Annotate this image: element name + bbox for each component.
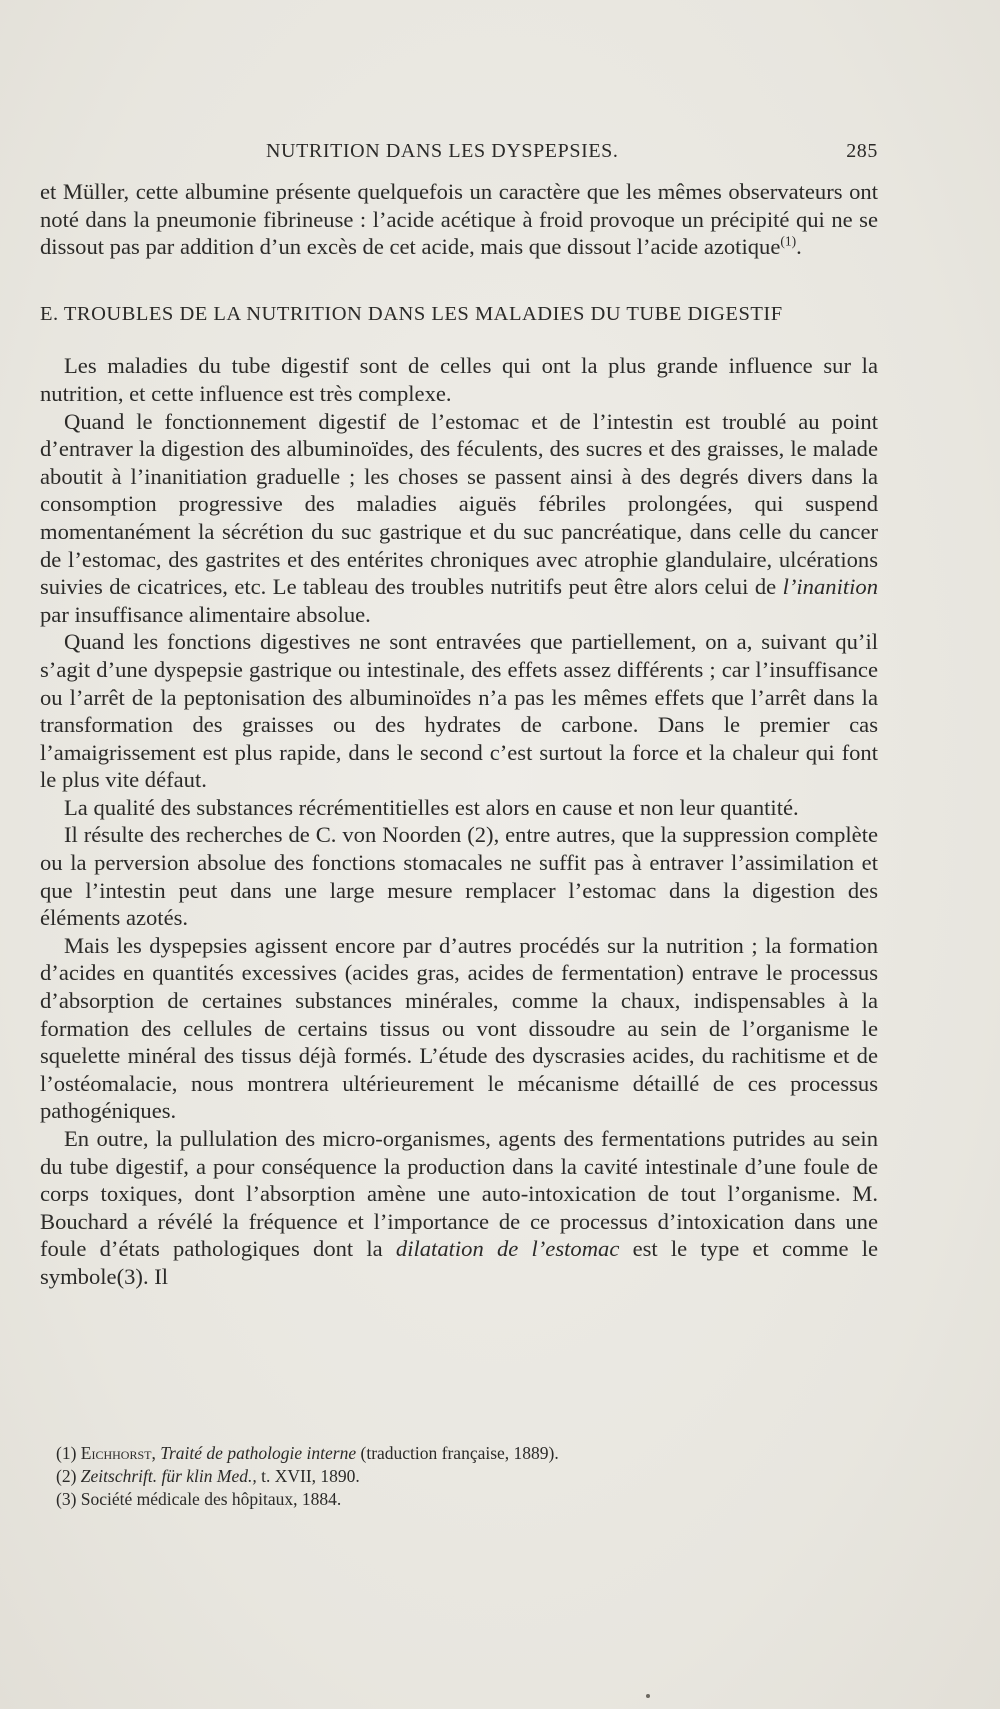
- paragraph-text: , entre autres, que la suppression complète ou la perversion absolue des fonctions stomacales ne suffit pas à entraver l’assimilation et que l’intestin peut dans une large mesure remplacer l’estomac dans la digestion des éléments azotés.: [40, 822, 878, 931]
- paragraph: Les maladies du tube digestif sont de celles qui ont la plus grande influence sur la nutrition, et cette influence est très complexe.: [40, 353, 878, 406]
- emphasis-text: dilatation de l’estomac: [395, 1236, 620, 1262]
- running-title: NUTRITION DANS LES DYSPEPSIES.: [266, 140, 619, 162]
- footnote-author: Eichhorst,: [80, 1443, 156, 1463]
- footnote-text: (traduction française, 1889).: [356, 1443, 559, 1463]
- footnote-mark: (3): [56, 1489, 77, 1509]
- footnote-title: Traité de pathologie interne: [160, 1443, 357, 1463]
- footnotes: [56, 1442, 876, 1511]
- footnote-2: [56, 1465, 876, 1488]
- paragraph-text: Quand le fonctionnement digestif de l’estomac et de l’intestin est troublé au point d’entraver la digestion des albuminoïdes, des féculents, des sucres et des graisses, le malade aboutit à l’inanitiation graduelle ; les choses se passent ainsi à des degrés divers dans la consomption progressive des maladies aiguës fébriles prolongées, qui suspend momentanément la sécrétion du suc gastrique et du suc pancréatique, dans celle du cancer de l’estomac, des gastrites et des entérites chroniques avec atrophie glandulaire, ulcérations suivies de cicatrices, etc. Le tableau des troubles nutritifs peut être alors celui de: [40, 408, 878, 600]
- footnote-ref: (3): [116, 1263, 143, 1289]
- page-number: 285: [846, 140, 878, 162]
- footnote-text: Société médicale des hôpitaux, 1884.: [80, 1489, 342, 1509]
- footnote-title: Zeitschrift. für klin Med.,: [80, 1466, 257, 1486]
- paragraph-continuation: [40, 178, 878, 261]
- paragraph: [40, 821, 878, 931]
- footnote-ref: (1): [780, 233, 797, 249]
- footnote-text: t. XVII, 1890.: [256, 1466, 360, 1486]
- paragraph: [40, 408, 878, 629]
- paragraph: [40, 1125, 878, 1291]
- footnote-mark: (2): [56, 1466, 77, 1486]
- emphasis-text: l’inanition: [782, 574, 878, 600]
- paragraph-text: est le type et comme le symbole: [40, 1236, 878, 1289]
- running-header: [40, 140, 878, 170]
- main-text: [40, 178, 878, 1291]
- footnote-mark: (1): [56, 1443, 77, 1463]
- paper-speck: [646, 1694, 650, 1698]
- paragraph-text: par insuffisance alimentaire absolue.: [40, 601, 371, 627]
- paragraph-text: . Il: [142, 1263, 169, 1289]
- paragraph-text: et Müller, cette albumine présente quelquefois un caractère que les mêmes observateurs ont noté dans la pneumonie fibrineuse : l’acide acétique à froid provoque un précipité qui ne se dissout pas par addition d’un excès de cet acide, mais que dissout l’acide azotique: [40, 179, 878, 260]
- section-heading: E. TROUBLES DE LA NUTRITION DANS LES MALADIES DU TUBE DIGESTIF: [40, 302, 783, 325]
- paragraph-text: En outre, la pullulation des micro-organismes, agents des fermentations putrides au sein du tube digestif, a pour conséquence la production dans la cavité intestinale d’une foule de corps toxiques, dont l’absorption amène une auto-intoxication de tout l’organisme. M. Bouchard a révélé la fréquence et l’importance de ce processus d’intoxication dans une foule d’états pathologiques dont la: [40, 1126, 878, 1262]
- footnote-3: [56, 1488, 876, 1511]
- footnote-1: [56, 1442, 876, 1465]
- paragraph-text-end: .: [796, 234, 802, 260]
- footnote-ref: (2): [467, 822, 494, 848]
- paragraph: Mais les dyspepsies agissent encore par d’autres procédés sur la nutrition ; la formation d’acides en quantités excessives (acides gras, acides de fermentation) entrave le processus d’absorption de certaines substances minérales, comme la chaux, indispensables à la formation des cellules de certains tissus ou vont dissoudre au sein de l’organisme le squelette minéral des tissus déjà formés. L’étude des dyscrasies acides, du rachitisme et de l’ostéomalacie, nous montrera ultérieurement le mécanisme détaillé de ces processus pathogéniques.: [40, 932, 878, 1124]
- paragraph-text: Il résulte des recherches de C. von Noorden: [64, 822, 468, 848]
- paragraph: La qualité des substances récrémentitielles est alors en cause et non leur quantité.: [64, 794, 799, 820]
- paragraph: Quand les fonctions digestives ne sont entravées que partiellement, on a, suivant qu’il s’agit d’une dyspepsie gastrique ou intestinale, des effets assez différents ; car l’insuffisance ou l’arrêt de la peptonisation des albuminoïdes n’a pas les mêmes effets que l’arrêt dans la transformation des graisses ou des hydrates de carbone. Dans le premier cas l’amaigrissement est plus rapide, dans le second c’est surtout la force et la chaleur qui font le plus vite défaut.: [40, 629, 878, 793]
